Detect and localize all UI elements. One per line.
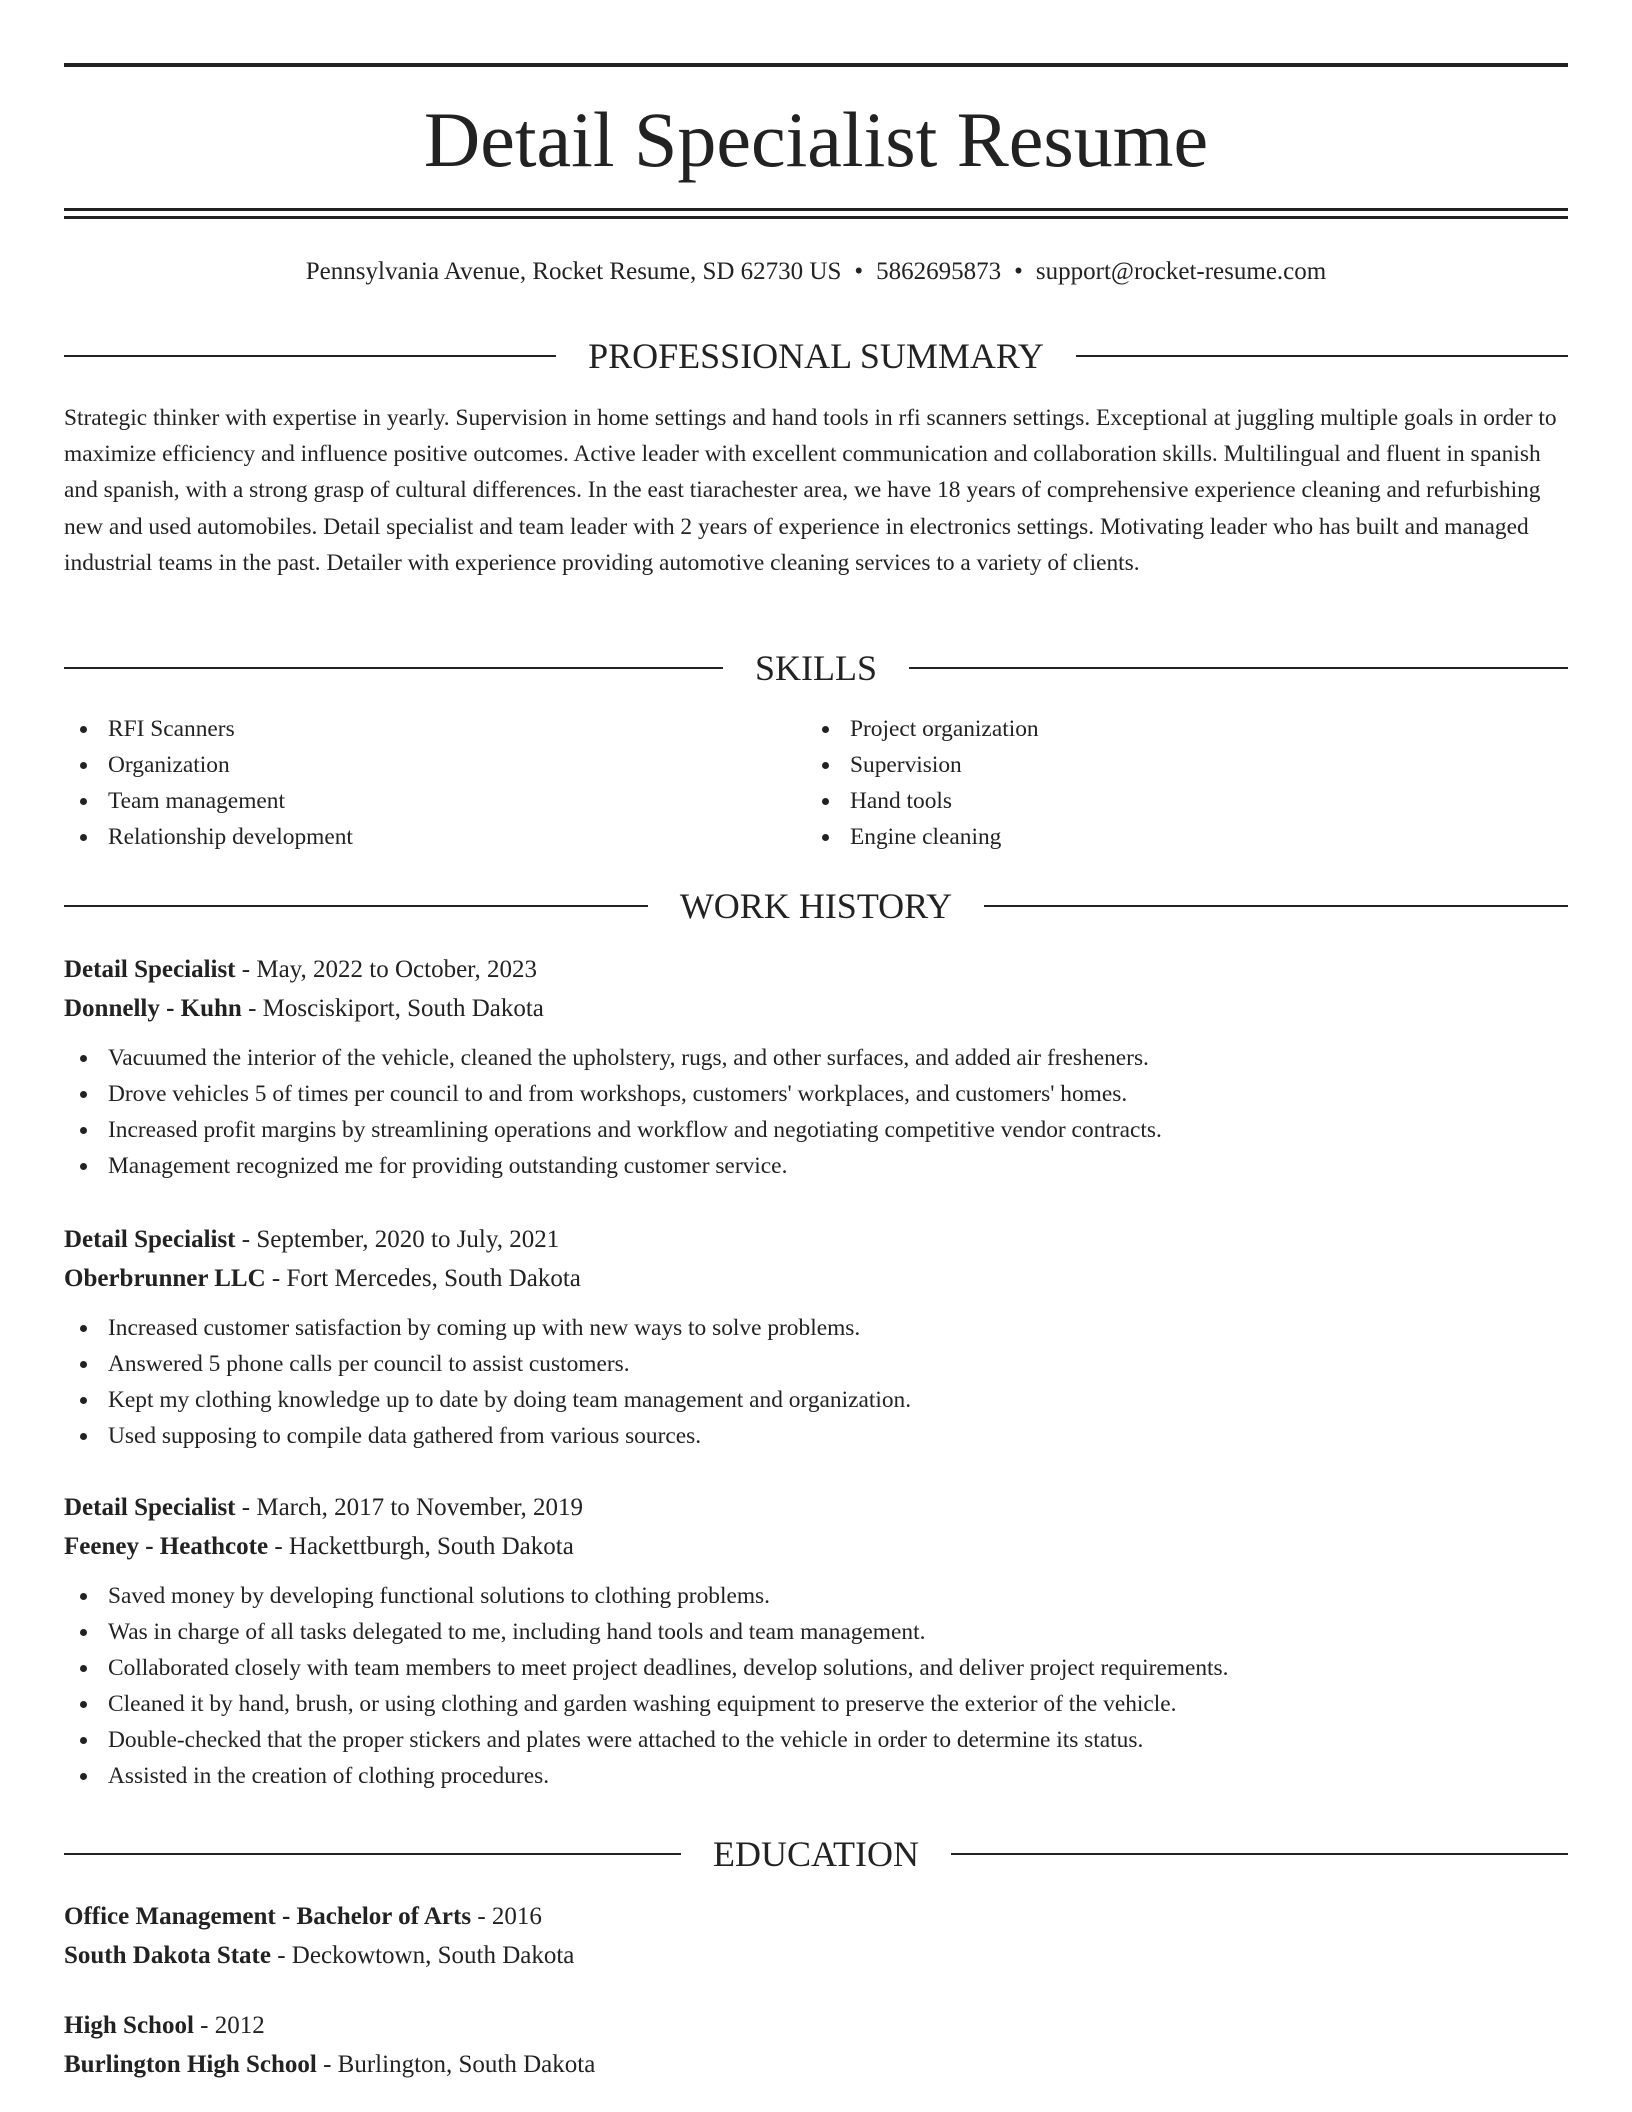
education-school-line [64, 2045, 1568, 2084]
contact-separator: • [1014, 258, 1023, 285]
education-location: - Deckowtown, South Dakota [270, 1942, 575, 1969]
job-bullet: Cleaned it by hand, brush, or using clothing and garden washing equipment to preserve the exterior of the vehicle. [64, 1686, 1568, 1722]
summary-paragraph: Strategic thinker with expertise in yearly. Supervision in home settings and hand tools in rfi scanners settings. Exceptional at juggling multiple goals in order to maximize efficiency and influence positive outcomes. Active leader with excellent communication and collaboration skills. Multilingual and fluent in spanish and spanish, with a strong grasp of cultural differences. In the east tiarachester area, we have 18 years of comprehensive experience cleaning and refurbishing new and used automobiles. Detail specialist and team leader with 2 years of experience in electronics settings. Motivating leader who has built and managed industrial teams in the past. Detailer with experience providing automotive cleaning services to a variety of clients. [64, 405, 1557, 576]
job-title-line [64, 950, 1568, 989]
heading-rule [1076, 355, 1568, 357]
heading-rule [984, 905, 1568, 907]
job-title: Detail Specialist [64, 1494, 236, 1521]
title-rule-upper [64, 208, 1568, 211]
education-school: South Dakota State [64, 1942, 271, 1969]
job-bullet: Collaborated closely with team members to meet project deadlines, develop solutions, and deliver project requirements. [64, 1650, 1568, 1686]
education-school: Burlington High School [64, 2051, 317, 2078]
contact-phone: 5862695873 [876, 258, 1002, 285]
education-entry [64, 1897, 1568, 1975]
section-heading-education [64, 1834, 1568, 1874]
job-dates: - May, 2022 to October, 2023 [235, 956, 538, 983]
skill-item: Relationship development [64, 819, 784, 855]
skill-item: Project organization [806, 711, 1526, 747]
job-dates: - September, 2020 to July, 2021 [235, 1226, 560, 1253]
skill-item: RFI Scanners [64, 711, 784, 747]
education-school-line [64, 1936, 1568, 1975]
job-entry [64, 1220, 1568, 1454]
job-title: Detail Specialist [64, 956, 236, 983]
job-bullet: Answered 5 phone calls per council to assist customers. [64, 1346, 1568, 1382]
job-company-line [64, 989, 1568, 1028]
job-company-line [64, 1527, 1568, 1566]
heading-rule [64, 905, 648, 907]
job-bullet: Drove vehicles 5 of times per council to and from workshops, customers' workplaces, and customers' homes. [64, 1076, 1568, 1112]
job-bullet: Assisted in the creation of clothing procedures. [64, 1758, 1568, 1794]
job-company-line [64, 1259, 1568, 1298]
job-bullet: Vacuumed the interior of the vehicle, cleaned the upholstery, rugs, and other surfaces, and added air fresheners. [64, 1040, 1568, 1076]
education-degree: High School [64, 2012, 194, 2039]
education-degree: Office Management - Bachelor of Arts [64, 1903, 472, 1930]
job-dates: - March, 2017 to November, 2019 [235, 1494, 584, 1521]
job-bullet: Management recognized me for providing outstanding customer service. [64, 1148, 1568, 1184]
contact-address: Pennsylvania Avenue, Rocket Resume, SD 62730 US [305, 258, 842, 285]
job-bullets [64, 1578, 1568, 1794]
job-entry [64, 1488, 1568, 1794]
job-bullet: Was in charge of all tasks delegated to me, including hand tools and team management. [64, 1614, 1568, 1650]
section-title: PROFESSIONAL SUMMARY [588, 336, 1044, 376]
top-rule [64, 63, 1568, 67]
job-title-line [64, 1220, 1568, 1259]
skills-list-left [64, 711, 784, 855]
section-title: SKILLS [755, 648, 878, 688]
skill-item: Engine cleaning [806, 819, 1526, 855]
education-degree-line [64, 1897, 1568, 1936]
resume-title: Detail Specialist Resume [423, 96, 1209, 183]
section-heading-work [64, 886, 1568, 926]
section-heading-skills [64, 648, 1568, 688]
job-title-line [64, 1488, 1568, 1527]
skill-item: Organization [64, 747, 784, 783]
job-bullet: Increased customer satisfaction by coming up with new ways to solve problems. [64, 1310, 1568, 1346]
job-location: - Fort Mercedes, South Dakota [265, 1265, 581, 1292]
skill-item: Team management [64, 783, 784, 819]
education-entry [64, 2006, 1568, 2084]
job-bullet: Double-checked that the proper stickers and plates were attached to the vehicle in order to determine its status. [64, 1722, 1568, 1758]
job-bullet: Kept my clothing knowledge up to date by doing team management and organization. [64, 1382, 1568, 1418]
contact-email: support@rocket-resume.com [1035, 258, 1327, 285]
title-rule-lower [64, 216, 1568, 219]
job-company: Feeney - Heathcote [64, 1533, 269, 1560]
heading-rule [64, 1853, 681, 1855]
heading-rule [64, 667, 723, 669]
section-title: WORK HISTORY [679, 886, 953, 926]
skill-item: Hand tools [806, 783, 1526, 819]
section-heading-summary [64, 336, 1568, 376]
heading-rule [951, 1853, 1568, 1855]
section-title: EDUCATION [713, 1834, 919, 1874]
job-company: Donnelly - Kuhn [64, 995, 242, 1022]
education-location: - Burlington, South Dakota [316, 2051, 596, 2078]
heading-rule [909, 667, 1568, 669]
job-bullets [64, 1040, 1568, 1184]
job-company: Oberbrunner LLC [64, 1265, 266, 1292]
education-year: - 2016 [471, 1903, 542, 1930]
job-bullet: Saved money by developing functional solutions to clothing problems. [64, 1578, 1568, 1614]
contact-line [64, 255, 1568, 289]
job-title: Detail Specialist [64, 1226, 236, 1253]
job-bullet: Increased profit margins by streamlining operations and workflow and negotiating competitive vendor contracts. [64, 1112, 1568, 1148]
skill-item: Supervision [806, 747, 1526, 783]
education-degree-line [64, 2006, 1568, 2045]
job-location: - Mosciskiport, South Dakota [241, 995, 544, 1022]
job-bullets [64, 1310, 1568, 1454]
job-location: - Hackettburgh, South Dakota [268, 1533, 574, 1560]
job-bullet: Used supposing to compile data gathered from various sources. [64, 1418, 1568, 1454]
contact-separator: • [854, 258, 864, 285]
job-entry [64, 950, 1568, 1184]
education-year: - 2012 [193, 2012, 265, 2039]
skills-list-right [806, 711, 1526, 855]
heading-rule [64, 355, 556, 357]
